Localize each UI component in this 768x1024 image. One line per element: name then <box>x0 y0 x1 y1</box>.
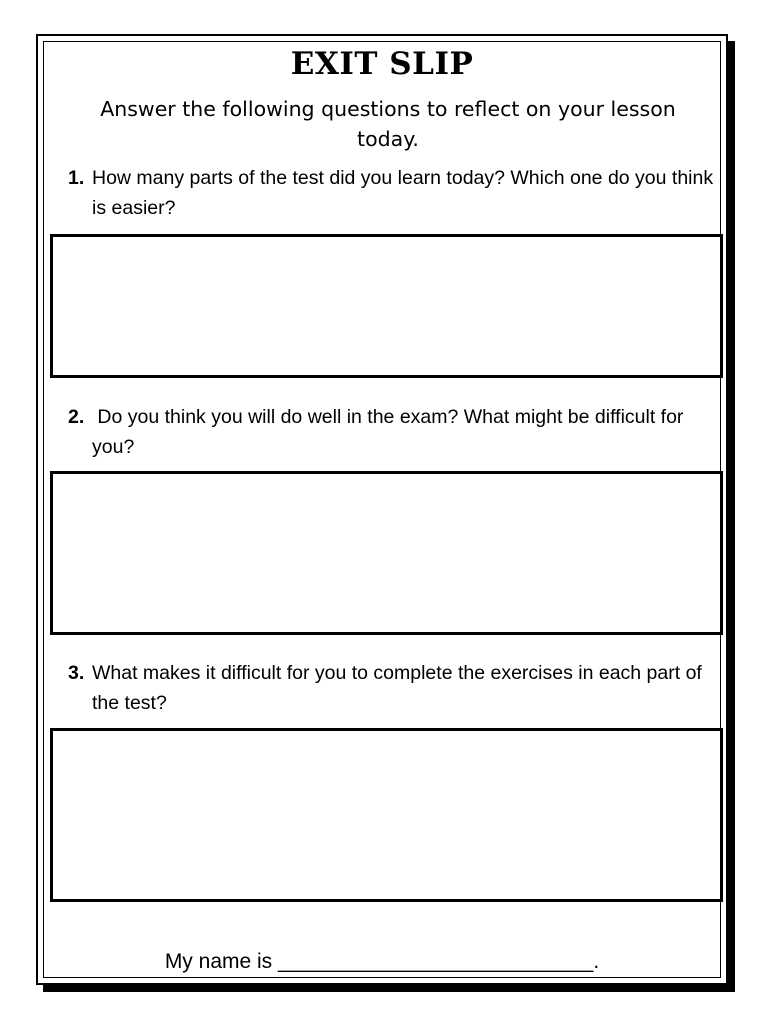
question-1-number: 1. <box>68 167 85 189</box>
question-3-number: 3. <box>68 662 85 684</box>
answer-box-1[interactable] <box>50 234 723 378</box>
page-title: EXIT SLIP <box>290 46 474 82</box>
exit-slip-sheet <box>36 34 728 985</box>
question-2-text: Do you think you will do well in the exam? What might be difficult for you? <box>92 406 684 458</box>
question-1-text: How many parts of the test did you learn today? Which one do you think is easier? <box>92 167 714 219</box>
name-prompt[interactable]: My name is ___________________________. <box>164 950 600 973</box>
question-2 <box>68 402 726 462</box>
answer-box-3[interactable] <box>50 728 723 902</box>
instructions-text: Answer the following questions to reflect on your lesson today. <box>100 97 676 151</box>
answer-box-2[interactable] <box>50 471 723 635</box>
question-1 <box>68 163 726 223</box>
question-3-text: What makes it difficult for you to complete the exercises in each part of the test? <box>92 662 702 714</box>
question-3 <box>68 658 726 718</box>
question-2-number: 2. <box>68 406 85 428</box>
